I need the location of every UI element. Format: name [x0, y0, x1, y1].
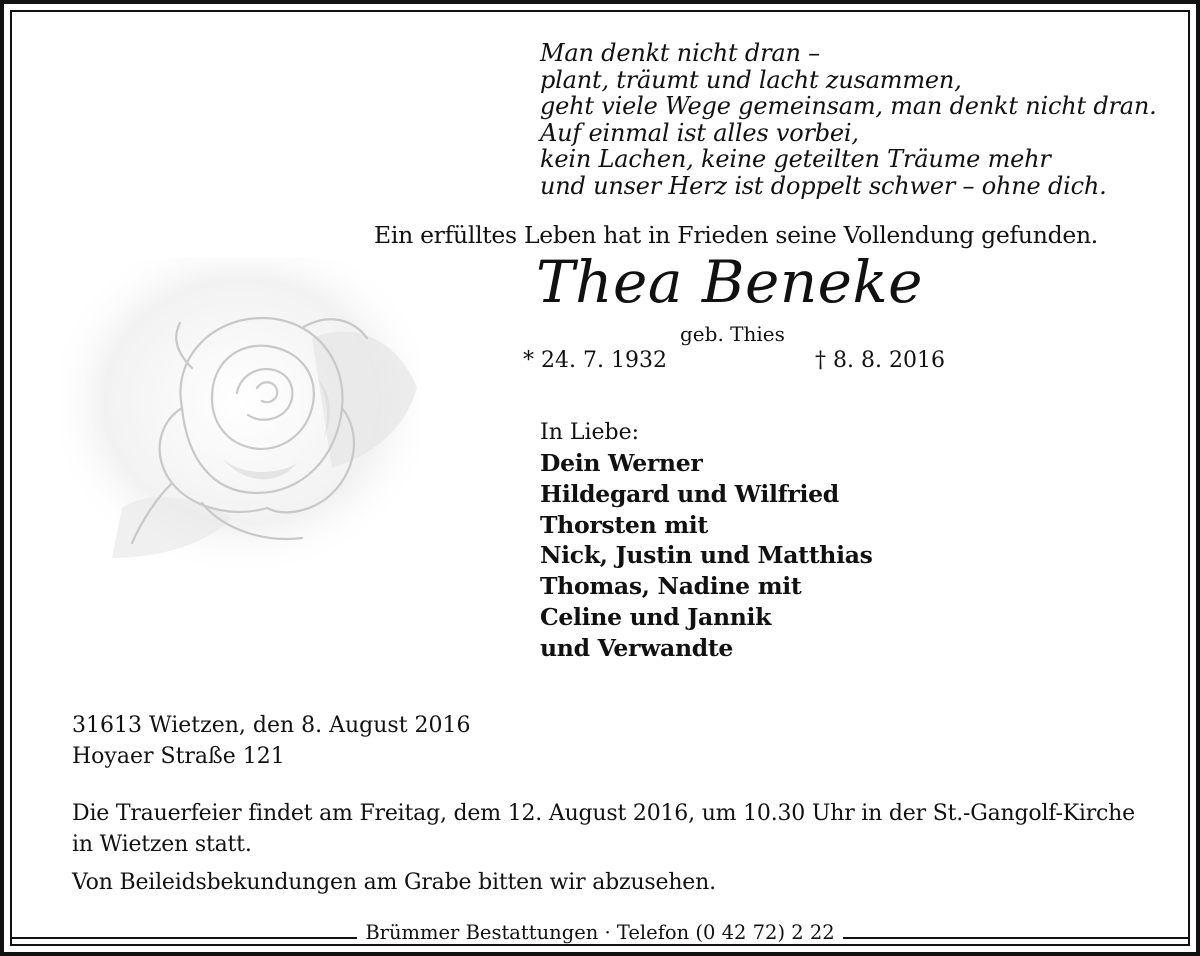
mourner-name: Hildegard und Wilfried [540, 479, 839, 508]
mourner-name: und Verwandte [540, 633, 734, 662]
death-date: † 8. 8. 2016 [815, 348, 945, 373]
footer-rule-left [12, 937, 357, 939]
poem-line: kein Lachen, keine geteilten Träume mehr [540, 145, 1051, 173]
maiden-name: geb. Thies [680, 322, 785, 346]
ceremony-notice: Die Trauerfeier findet am Freitag, dem 12. August 2016, um 10.30 Uhr in der St.-Gangolf-Kirche in Wietzen statt. [72, 801, 1135, 857]
poem-line: geht viele Wege gemeinsam, man denkt nicht dran. [540, 92, 1157, 120]
funeral-home-footer: Brümmer Bestattungen · Telefon (0 42 72) 2 22 [365, 921, 835, 944]
intro-text: Ein erfülltes Leben hat in Frieden seine Vollendung gefunden. [374, 221, 1098, 249]
mourners-label: In Liebe: [540, 420, 640, 445]
rose-image [62, 258, 422, 578]
poem-line: Auf einmal ist alles vorbei, [540, 118, 859, 147]
mourner-name: Thomas, Nadine mit [540, 572, 802, 601]
address [72, 710, 471, 772]
mourner-name: Dein Werner [540, 449, 703, 477]
poem-line: plant, träumt und lacht zusammen, [540, 65, 962, 94]
poem-line: und unser Herz ist doppelt schwer – ohne dich. [540, 171, 1107, 200]
mourner-name: Nick, Justin und Matthias [540, 541, 873, 570]
condolence-notice: Von Beileidsbekundungen am Grabe bitten wir abzusehen. [72, 870, 716, 895]
mourner-name: Celine und Jannik [540, 602, 772, 631]
footer-rule-right [843, 937, 1188, 939]
deceased-name: Thea Beneke [536, 248, 923, 316]
mourners-list [540, 448, 873, 664]
poem [540, 40, 1157, 199]
address-line-street: Hoyaer Straße 121 [72, 744, 285, 769]
address-line-place-date: 31613 Wietzen, den 8. August 2016 [72, 713, 471, 738]
birth-date: * 24. 7. 1932 [523, 348, 667, 373]
poem-line: Man denkt nicht dran – [540, 39, 820, 67]
mourner-name: Thorsten mit [540, 510, 708, 539]
